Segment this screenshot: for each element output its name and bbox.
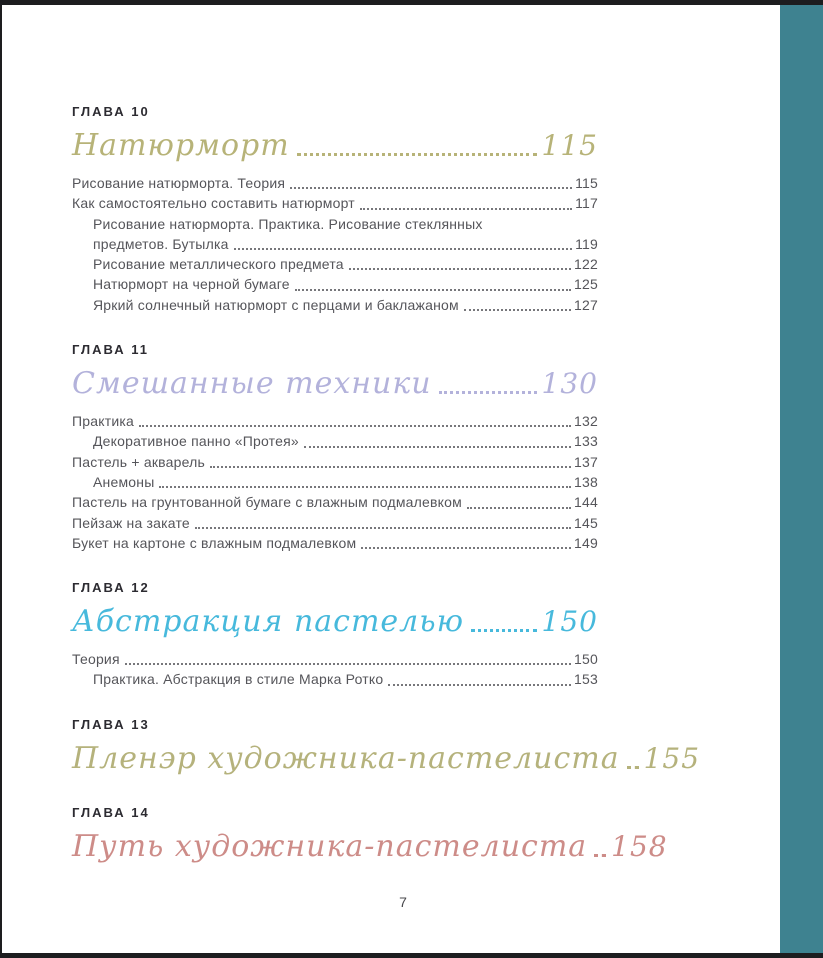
chapter-page-number: 115 [541,129,598,162]
toc-entry[interactable] [72,411,598,431]
toc-entry[interactable] [72,669,598,689]
chapter-title: Путь художника-пастелиста [72,828,588,864]
entry-page-number: 137 [574,453,598,470]
page-frame-bottom [0,953,823,958]
dot-leader [210,466,571,468]
toc-entry[interactable] [72,452,598,472]
toc-entry[interactable] [72,513,598,533]
toc-entry[interactable] [72,193,598,213]
footer-page-number: 7 [399,894,407,910]
chapter-heading[interactable] [72,365,598,403]
entry-title: Рисование натюрморта. Практика. Рисование стеклянных [93,215,483,232]
entry-title: Практика [72,413,134,430]
toc-entry[interactable] [72,274,598,294]
entry-title: Букет на картоне с влажным подмалевком [72,534,357,551]
entry-title: Как самостоятельно составить натюрморт [72,195,355,212]
chapter-title: Смешанные техники [72,366,432,402]
toc-entry[interactable] [72,649,598,669]
entry-title: Теория [72,651,120,668]
dot-leader [290,187,572,189]
entry-title: Яркий солнечный натюрморт с перцами и баклажаном [93,296,459,313]
entry-page-number: 115 [575,175,598,191]
chapter-heading[interactable] [72,740,701,778]
dot-leader [295,289,571,291]
entry-page-number: 132 [574,413,598,430]
toc-entry[interactable] [72,295,598,315]
dot-leader [195,527,571,529]
entry-title: Рисование металлического предмета [93,256,344,273]
dot-leader [388,684,571,686]
entry-page-number: 138 [574,473,598,490]
toc-entry[interactable] [72,472,598,492]
chapter-page-number: 130 [541,367,598,401]
entry-title: Практика. Абстракция в стиле Марка Ротко [93,671,384,688]
entry-page-number: 125 [574,276,598,293]
chapter-title: Абстракция пастелью [72,604,464,640]
entry-page-number: 145 [574,514,598,531]
entry-page-number: 133 [574,433,598,450]
teal-edge-stripe [780,5,823,953]
chapter-title: Натюрморт [72,128,290,163]
dot-leader [627,766,639,769]
dot-leader [139,425,571,427]
dot-leader [297,153,537,156]
dot-leader [234,248,573,250]
entry-title: Пастель + акварель [72,453,205,470]
chapter-label: ГЛАВА 13 [72,716,150,732]
dot-leader [361,547,571,549]
toc-entry[interactable] [72,254,598,274]
entry-title: Анемоны [93,473,155,490]
entry-page-number: 127 [574,296,598,313]
chapter-heading[interactable] [72,603,598,641]
entry-page-number: 153 [574,671,598,688]
chapter-page-number: 150 [541,605,598,639]
chapter-page-number: 155 [643,741,701,775]
dot-leader [464,309,571,311]
chapter-label: ГЛАВА 12 [72,580,150,596]
toc-entry-list [72,649,598,690]
chapter-label: ГЛАВА 10 [72,104,150,119]
chapter-heading[interactable] [72,828,668,866]
toc-entry-list [72,411,598,553]
dot-leader [349,268,571,270]
entry-page-number: 150 [574,651,598,668]
dot-leader [594,854,606,857]
entry-page-number: 144 [574,494,598,511]
toc-section [72,580,598,690]
entry-page-number: 117 [575,195,598,212]
chapter-title: Пленэр художника-пастелиста [72,740,620,776]
toc-entry[interactable] [72,533,598,553]
entry-title: Рисование натюрморта. Теория [72,175,286,191]
dot-leader [439,391,537,394]
entry-page-number: 149 [574,534,598,551]
toc-section [72,716,701,778]
chapter-label: ГЛАВА 14 [72,804,150,820]
entry-title: Пейзаж на закате [72,514,190,531]
page-frame-top [0,0,823,5]
toc-entry[interactable] [72,214,598,234]
toc-entry[interactable] [72,173,598,193]
dot-leader [304,446,571,448]
dot-leader [125,663,571,665]
toc-section [72,104,598,315]
page-frame-left [0,0,2,958]
dot-leader [360,208,572,210]
toc-entry[interactable] [72,492,598,512]
toc-entry[interactable] [72,431,598,451]
entry-page-number: 119 [575,235,598,252]
entry-title: Натюрморт на черной бумаге [93,276,290,293]
toc-section [72,804,668,866]
chapter-label: ГЛАВА 11 [72,342,150,358]
entry-title: предметов. Бутылка [93,235,229,252]
entry-title: Декоративное панно «Протея» [93,433,299,450]
toc-section [72,342,598,553]
dot-leader [471,629,537,632]
chapter-heading[interactable] [72,127,598,165]
chapter-page-number: 158 [611,829,668,863]
toc [72,104,701,866]
toc-entry[interactable] [72,234,598,254]
dot-leader [159,486,571,488]
entry-page-number: 122 [574,256,598,273]
toc-entry-list [72,173,598,315]
entry-title: Пастель на грунтованной бумаге с влажным подмалевком [72,494,462,511]
dot-leader [467,507,571,509]
